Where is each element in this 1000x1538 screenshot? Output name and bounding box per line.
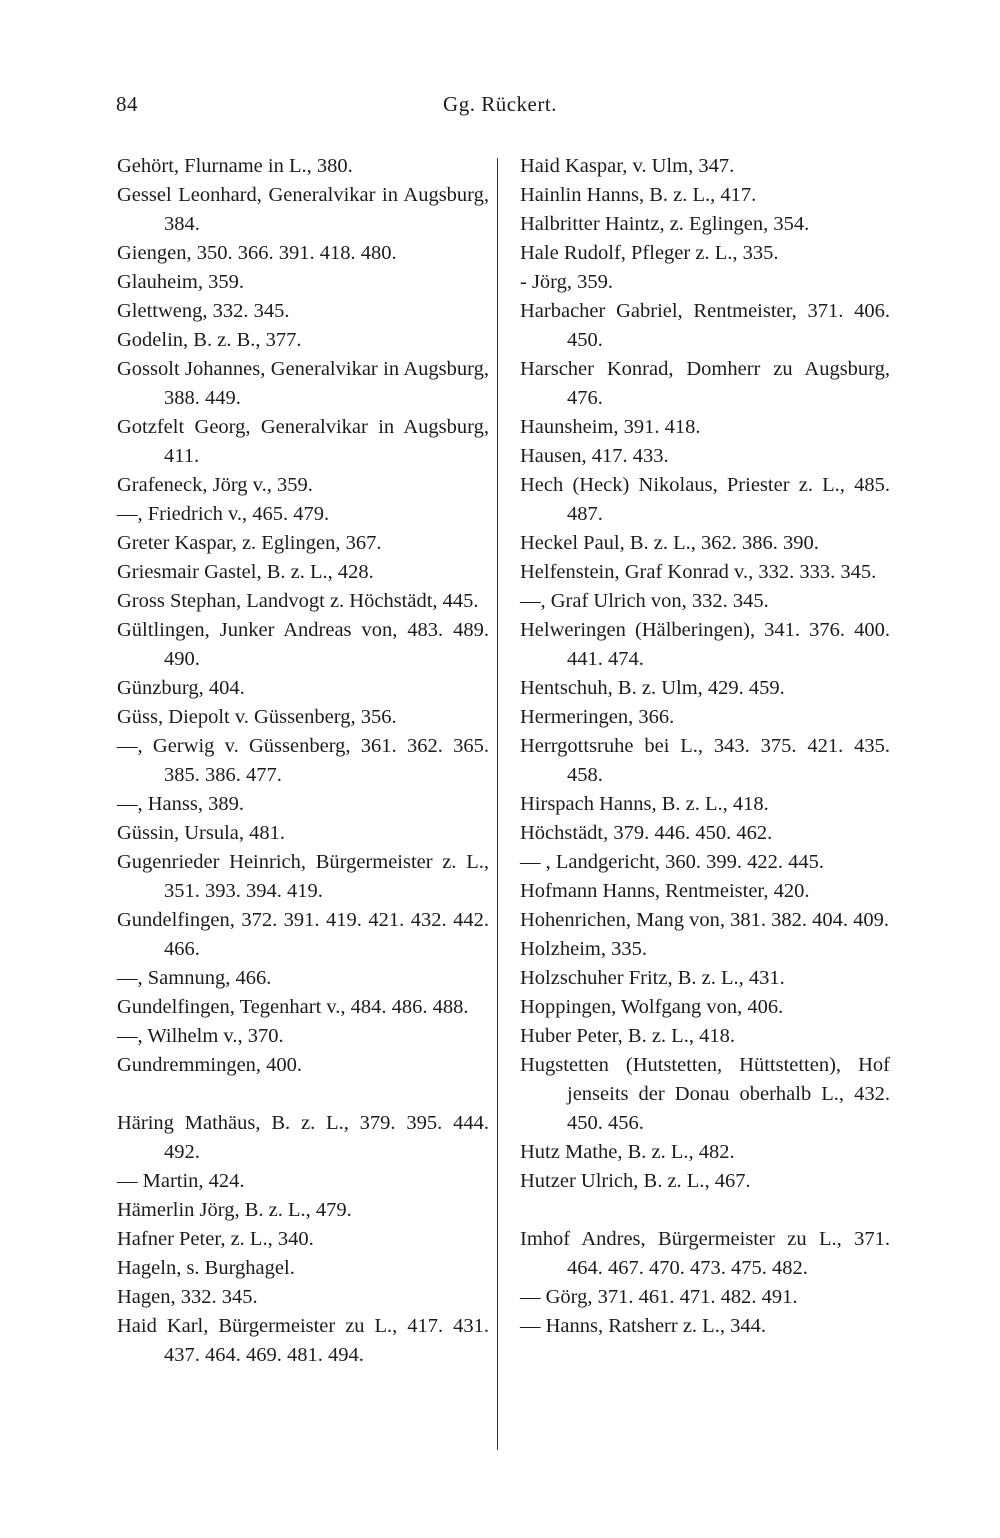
index-entry: Hentschuh, B. z. Ulm, 429. 459. bbox=[520, 677, 785, 699]
index-entry: Gessel Leonhard, Generalvikar in Augsburg, 384. bbox=[117, 184, 489, 235]
index-entry: Harbacher Gabriel, Rentmeister, 371. 406. 450. bbox=[520, 300, 890, 351]
index-entry: Helfenstein, Graf Konrad v., 332. 333. 345. bbox=[520, 561, 877, 583]
index-entry: Günzburg, 404. bbox=[117, 677, 245, 699]
index-entry: Hutzer Ulrich, B. z. L., 467. bbox=[520, 1170, 751, 1192]
index-entry: Hutz Mathe, B. z. L., 482. bbox=[520, 1141, 735, 1163]
index-entry: Hugstetten (Hutstetten, Hüttstetten), Hof jenseits der Donau oberhalb L., 432. 450. 456. bbox=[520, 1054, 890, 1134]
index-entry: Hale Rudolf, Pfleger z. L., 335. bbox=[520, 242, 779, 264]
running-title: Gg. Rückert. bbox=[443, 92, 557, 116]
index-entry: —, Wilhelm v., 370. bbox=[117, 1025, 284, 1047]
index-entry: Hech (Heck) Nikolaus, Priester z. L., 485. 487. bbox=[520, 474, 890, 525]
index-entry: Häring Mathäus, B. z. L., 379. 395. 444. 492. bbox=[117, 1112, 489, 1163]
index-entry: —, Friedrich v., 465. 479. bbox=[117, 503, 330, 525]
index-entry: - Jörg, 359. bbox=[520, 271, 614, 293]
index-entry: Gültlingen, Junker Andreas von, 483. 489. 490. bbox=[117, 619, 489, 670]
index-entry: Hirspach Hanns, B. z. L., 418. bbox=[520, 793, 769, 815]
index-entry: Gundelfingen, 372. 391. 419. 421. 432. 442. 466. bbox=[117, 909, 489, 960]
index-entry: Imhof Andres, Bürgermeister zu L., 371. 464. 467. 470. 473. 475. 482. bbox=[520, 1228, 890, 1279]
index-entry: Grafeneck, Jörg v., 359. bbox=[117, 474, 313, 496]
index-entry: Güss, Diepolt v. Güssenberg, 356. bbox=[117, 706, 397, 728]
index-entry: Hohenrichen, Mang von, 381. 382. 404. 409. bbox=[520, 909, 889, 931]
index-entry: Greter Kaspar, z. Eglingen, 367. bbox=[117, 532, 382, 554]
index-entry: Hausen, 417. 433. bbox=[520, 445, 669, 467]
index-entry: Holzheim, 335. bbox=[520, 938, 647, 960]
index-entry: —, Graf Ulrich von, 332. 345. bbox=[520, 590, 769, 612]
column-divider bbox=[497, 158, 498, 1450]
index-entry: Huber Peter, B. z. L., 418. bbox=[520, 1025, 735, 1047]
index-entry: Hofmann Hanns, Rentmeister, 420. bbox=[520, 880, 810, 902]
index-entry: Heckel Paul, B. z. L., 362. 386. 390. bbox=[520, 532, 819, 554]
index-entry: Gugenrieder Heinrich, Bürgermeister z. L., 351. 393. 394. 419. bbox=[117, 851, 489, 902]
index-entry: Glauheim, 359. bbox=[117, 271, 244, 293]
index-entry: — , Landgericht, 360. 399. 422. 445. bbox=[520, 851, 825, 873]
index-entry: —, Hanss, 389. bbox=[117, 793, 244, 815]
index-column-right bbox=[520, 152, 890, 1341]
index-entry: — Görg, 371. 461. 471. 482. 491. bbox=[520, 1286, 798, 1308]
index-entry: Hafner Peter, z. L., 340. bbox=[117, 1228, 314, 1250]
index-entry: Höchstädt, 379. 446. 450. 462. bbox=[520, 822, 773, 844]
index-entry: Griesmair Gastel, B. z. L., 428. bbox=[117, 561, 374, 583]
index-entry: Gehört, Flurname in L., 380. bbox=[117, 155, 353, 177]
index-entry: — Martin, 424. bbox=[117, 1170, 245, 1192]
index-entry: Hagen, 332. 345. bbox=[117, 1286, 258, 1308]
index-entry: Hageln, s. Burghagel. bbox=[117, 1257, 295, 1279]
index-entry: Haid Kaspar, v. Ulm, 347. bbox=[520, 155, 735, 177]
index-entry: —, Gerwig v. Güssenberg, 361. 362. 365. 385. 386. 477. bbox=[117, 735, 489, 786]
index-entry: Haid Karl, Bürgermeister zu L., 417. 431. 437. 464. 469. 481. 494. bbox=[117, 1315, 489, 1366]
index-entry: Helweringen (Hälberingen), 341. 376. 400. 441. 474. bbox=[520, 619, 890, 670]
index-entry: Güssin, Ursula, 481. bbox=[117, 822, 285, 844]
index-entry: Hoppingen, Wolfgang von, 406. bbox=[520, 996, 784, 1018]
index-entry: Godelin, B. z. B., 377. bbox=[117, 329, 302, 351]
index-entry: Hainlin Hanns, B. z. L., 417. bbox=[520, 184, 757, 206]
index-column-left bbox=[117, 152, 489, 1370]
index-entry: Herrgottsruhe bei L., 343. 375. 421. 435. 458. bbox=[520, 735, 890, 786]
index-entry: Haunsheim, 391. 418. bbox=[520, 416, 701, 438]
index-entry: Hämerlin Jörg, B. z. L., 479. bbox=[117, 1199, 352, 1221]
index-entry: Halbritter Haintz, z. Eglingen, 354. bbox=[520, 213, 810, 235]
index-entry: Glettweng, 332. 345. bbox=[117, 300, 290, 322]
index-entry: Hermeringen, 366. bbox=[520, 706, 675, 728]
index-entry: Gundremmingen, 400. bbox=[117, 1054, 303, 1076]
index-entry: Giengen, 350. 366. 391. 418. 480. bbox=[117, 242, 397, 264]
page-number: 84 bbox=[116, 92, 138, 116]
index-entry: —, Samnung, 466. bbox=[117, 967, 272, 989]
index-entry: — Hanns, Ratsherr z. L., 344. bbox=[520, 1315, 766, 1337]
index-entry: Gotzfelt Georg, Generalvikar in Augsburg, 411. bbox=[117, 416, 489, 467]
index-entry: Gundelfingen, Tegenhart v., 484. 486. 488. bbox=[117, 996, 469, 1018]
index-entry: Harscher Konrad, Domherr zu Augsburg, 476. bbox=[520, 358, 890, 409]
index-entry: Gross Stephan, Landvogt z. Höchstädt, 445. bbox=[117, 590, 479, 612]
index-entry: Gossolt Johannes, Generalvikar in Augsburg, 388. 449. bbox=[117, 358, 489, 409]
index-entry: Holzschuher Fritz, B. z. L., 431. bbox=[520, 967, 785, 989]
